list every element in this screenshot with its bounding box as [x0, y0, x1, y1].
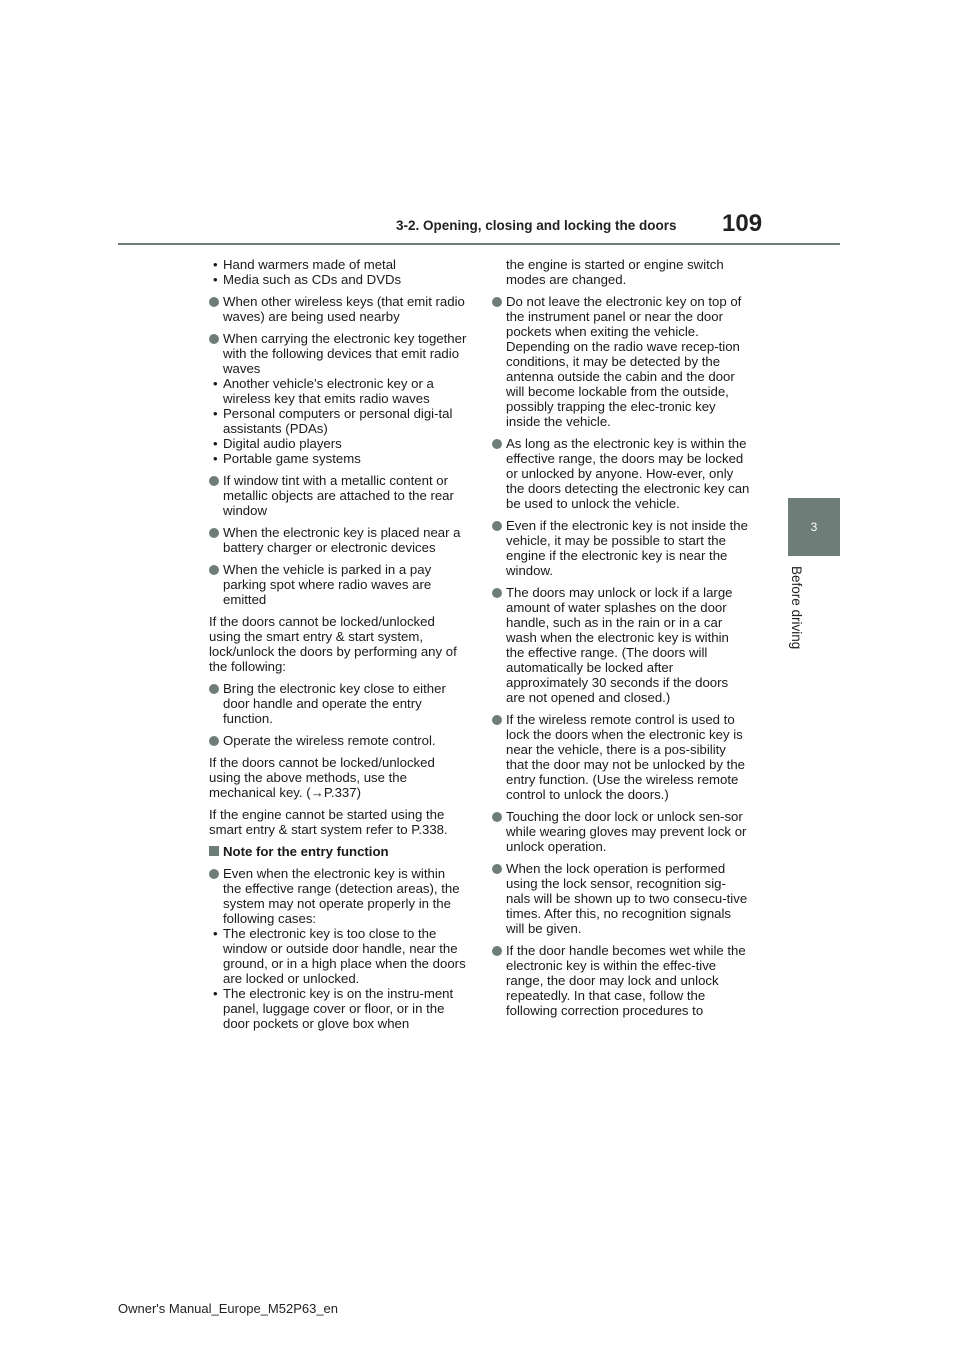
bullet-item: [492, 712, 750, 802]
bullet-text: When the vehicle is parked in a pay parking spot where radio waves are emitted: [223, 562, 432, 607]
paragraph: If the doors cannot be locked/unlocked using the smart entry & start system, lock/unlock the doors by performing any of the following:: [209, 614, 457, 674]
continued-text: the engine is started or engine switch modes are changed.: [506, 257, 724, 287]
bullet-text: When the electronic key is placed near a battery charger or electronic devices: [223, 525, 461, 555]
bullet-item: [209, 331, 467, 376]
bullet-text: Even if the electronic key is not inside the vehicle, it may be possible to start the engine if the electronic key is near the window.: [506, 518, 748, 578]
bullet-dot-icon: [209, 565, 219, 575]
bullet-dot-icon: [209, 334, 219, 344]
right-column: [492, 257, 750, 1025]
header-divider: [118, 243, 840, 245]
chapter-label: Before driving: [789, 566, 804, 650]
bullet-text: The doors may unlock or lock if a large amount of water splashes on the door handle, such as in the rain or in a car wash when the electronic key is within the effective range. (The doors will automatically be locked after approximately 30 seconds if the doors are not opened and closed.): [506, 585, 733, 705]
list-item: • The electronic key is on the instru-ment panel, luggage cover or floor, or in the door pockets or glove box when: [209, 986, 467, 1031]
page-number: 109: [722, 210, 763, 237]
bullet-item: [209, 294, 467, 324]
bullet-text: When other wireless keys (that emit radio waves) are being used nearby: [223, 294, 465, 324]
bullet-item: [209, 473, 467, 518]
bullet-text: If window tint with a metallic content or metallic objects are attached to the rear window: [223, 473, 454, 518]
left-column: [209, 257, 467, 1038]
list-item: • Hand warmers made of metal: [209, 257, 467, 272]
paragraph: If the engine cannot be started using the smart entry & start system refer to P.338.: [209, 807, 448, 837]
bullet-text: Even when the electronic key is within the effective range (detection areas), the system may not operate properly in the following cases:: [223, 866, 460, 926]
bullet-item: [209, 562, 467, 607]
bullet-text: Bring the electronic key close to either door handle and operate the entry function.: [223, 681, 446, 726]
bullet-item: [492, 585, 750, 705]
bullet-item: [209, 681, 467, 726]
bullet-text: Touching the door lock or unlock sen-sor while wearing gloves may prevent lock or unlock operation.: [506, 809, 747, 854]
bullet-item: [492, 943, 750, 1018]
bullet-text: Do not leave the electronic key on top of the instrument panel or near the door pockets when exiting the vehicle. Depending on the radio wave recep-tion conditions, it may be detected by the antenna outside the cabin and the door will become lockable from the outside, possibly trapping the elec-tronic key inside the vehicle.: [506, 294, 742, 429]
subsection-heading: [209, 844, 467, 859]
bullet-item: [492, 518, 750, 578]
chapter-tab[interactable]: [788, 498, 840, 556]
bullet-dot-icon: [492, 864, 502, 874]
bullet-text: When the lock operation is performed using the lock sensor, recognition sig-nals will be shown up to two consecu-tive times. After this, no recognition signals will be given.: [506, 861, 748, 936]
bullet-text: Operate the wireless remote control.: [223, 733, 436, 748]
bullet-item: [209, 525, 467, 555]
bullet-item: [492, 861, 750, 936]
bullet-text: As long as the electronic key is within the effective range, the doors may be locked or unlocked by anyone. How-ever, only the doors detecting the electronic key can be used to unlock the vehicle.: [506, 436, 750, 511]
bullet-dot-icon: [209, 684, 219, 694]
bullet-text: When carrying the electronic key together with the following devices that emit radio waves: [223, 331, 467, 376]
bullet-item: [492, 436, 750, 511]
bullet-dot-icon: [492, 439, 502, 449]
bullet-text: If the door handle becomes wet while the electronic key is within the effec-tive range, the door may lock and unlock repeatedly. In that case, follow the following correction procedures to: [506, 943, 746, 1018]
list-item: • The electronic key is too close to the window or outside door handle, near the ground, or in a high place when the doors are locked or unlocked.: [209, 926, 467, 986]
bullet-text: If the wireless remote control is used to lock the doors when the electronic key is near the vehicle, there is a pos-sibility that the door may not be unlocked by the entry function. (Use the wireless remote control to unlock the doors.): [506, 712, 745, 802]
bullet-item: [492, 809, 750, 854]
section-title: 3-2. Opening, closing and locking the doors: [396, 218, 677, 233]
bullet-dot-icon: [492, 715, 502, 725]
heading-text: Note for the entry function: [223, 844, 389, 859]
bullet-dot-icon: [492, 588, 502, 598]
bullet-dot-icon: [209, 736, 219, 746]
bullet-dot-icon: [209, 297, 219, 307]
list-item: • Another vehicle’s electronic key or a wireless key that emits radio waves: [209, 376, 467, 406]
paragraph: If the doors cannot be locked/unlocked using the above methods, use the mechanical key. (→P.337): [209, 755, 435, 800]
bullet-dot-icon: [209, 869, 219, 879]
top-subitems: [209, 257, 467, 287]
chapter-number: 3: [810, 520, 818, 534]
bullet-dot-icon: [209, 476, 219, 486]
bullet-dot-icon: [492, 297, 502, 307]
list-item: • Media such as CDs and DVDs: [209, 272, 467, 287]
bullet-item: [209, 733, 467, 748]
footer-text: Owner's Manual_Europe_M52P63_en: [118, 1301, 339, 1316]
bullet-item: [492, 294, 750, 429]
list-item: • Digital audio players: [209, 436, 467, 451]
bullet-dot-icon: [492, 812, 502, 822]
bullet-dot-icon: [492, 521, 502, 531]
list-item: • Personal computers or personal digi-tal assistants (PDAs): [209, 406, 467, 436]
device-subitems: [209, 376, 467, 466]
bullet-dot-icon: [492, 946, 502, 956]
list-item: • Portable game systems: [209, 451, 467, 466]
heading-square-icon: [209, 846, 219, 856]
bullet-dot-icon: [209, 528, 219, 538]
bullet-item: [209, 866, 467, 926]
case-subitems: [209, 926, 467, 1031]
